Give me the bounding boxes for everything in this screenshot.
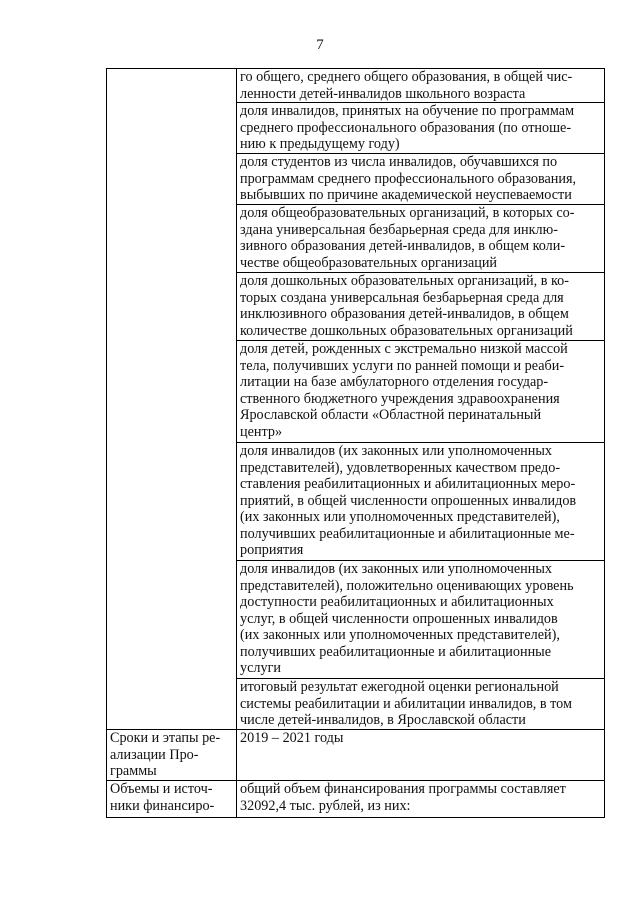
- funding-label: Объемы и источ- ники финансиро-: [107, 781, 237, 818]
- terms-value: 2019 – 2021 годы: [237, 730, 605, 781]
- indicator-cell: доля инвалидов (их законных или уполномоченных представителей), положительно оценивающих уровень доступности реабилитационных и абилитационных услуг, в общей численности опрошенных инвалидов (их законных или уполномоченных представителей), получивших реабилитационные и абилитационные услуги: [237, 561, 605, 679]
- indicator-cell: доля студентов из числа инвалидов, обучавшихся по программам среднего профессионального образования, выбывших по причине академической неуспеваемости: [237, 154, 605, 205]
- indicator-cell: доля общеобразовательных организаций, в которых со- здана универсальная безбарьерная среда для инклю- зивного образования детей-инвалидов, в общем коли- честве общеобразовательных организаций: [237, 205, 605, 273]
- table-row: [107, 781, 605, 818]
- indicator-cell: доля инвалидов, принятых на обучение по программам среднего профессионального образования (по отноше- нию к предыдущему году): [237, 103, 605, 154]
- indicator-cell: доля инвалидов (их законных или уполномоченных представителей), удовлетворенных качеством предо- ставления реабилитационных и абилитационных меро- приятий, в общей численности опрошенных инвалидов (их законных или уполномоченных представителей), получивших реабилитационные и абилитационные ме- роприятия: [237, 443, 605, 561]
- indicator-cell: итоговый результат ежегодной оценки региональной системы реабилитации и абилитации инвалидов, в том числе детей-инвалидов, в Ярославской области: [237, 679, 605, 730]
- page-number: 7: [316, 37, 324, 53]
- program-passport-table: [106, 68, 605, 818]
- table-row: [107, 730, 605, 781]
- indicator-cell: доля дошкольных образовательных организаций, в ко- торых создана универсальная безбарьерная среда для инклюзивного образования детей-инвалидов, в общем количестве дошкольных образовательных организаций: [237, 273, 605, 341]
- funding-value: общий объем финансирования программы составляет 32092,4 тыс. рублей, из них:: [237, 781, 605, 818]
- table-row: [107, 69, 605, 103]
- indicator-cell: го общего, среднего общего образования, в общей чис- ленности детей-инвалидов школьного возраста: [237, 69, 605, 103]
- terms-label: Сроки и этапы ре- ализации Про- граммы: [107, 730, 237, 781]
- indicators-label-cell: [107, 69, 237, 730]
- indicator-cell: доля детей, рожденных с экстремально низкой массой тела, получивших услуги по ранней помощи и реаби- литации на базе амбулаторного отделения государ- ственного бюджетного учреждения здравоохранения Ярославской области «Областной перинатальный центр»: [237, 341, 605, 443]
